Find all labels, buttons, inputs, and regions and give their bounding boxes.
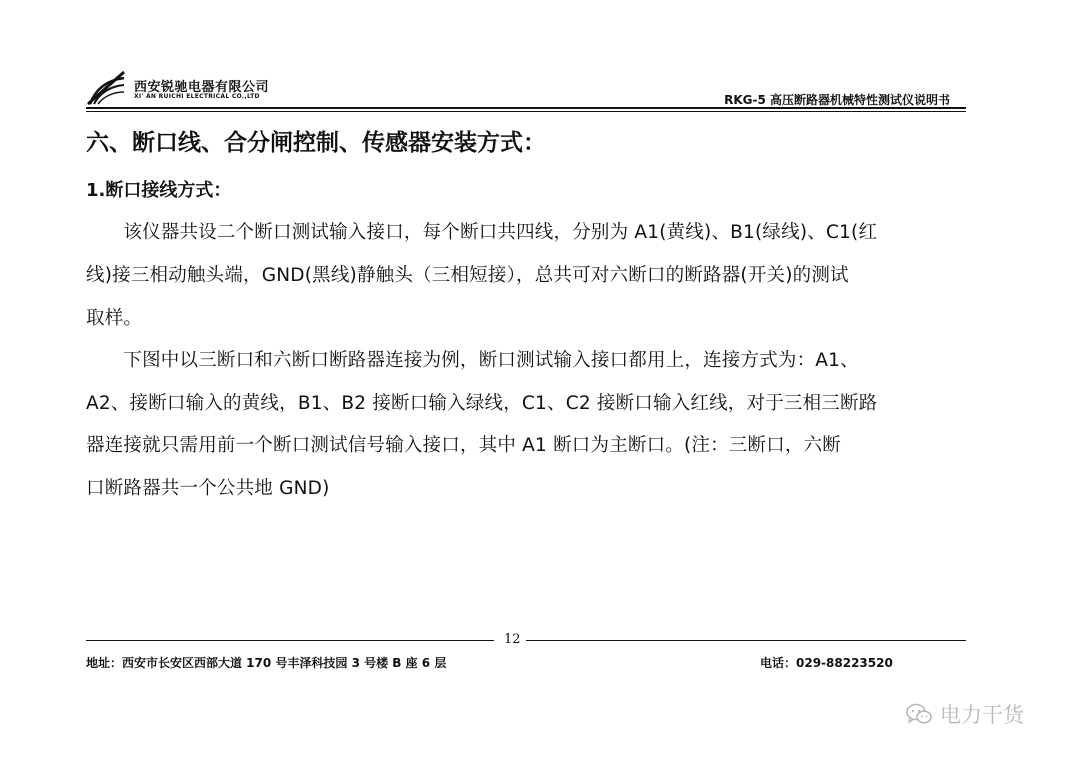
watermark-text: 电力干货	[940, 703, 1024, 727]
footer-address: 地址：西安市长安区西部大道 170 号丰泽科技园 3 号楼 B 座 6 层	[86, 656, 447, 670]
company-name-en: XI' AN RUICHI ELECTRICAL CO.,LTD	[134, 93, 260, 100]
header-divider-thin	[86, 111, 966, 112]
page-number: 12	[504, 632, 521, 647]
paragraph-line: 下图中以三断口和六断口断路器连接为例，断口测试输入接口都用上，连接方式为：A1、	[86, 350, 859, 371]
header-divider	[86, 107, 966, 109]
document-title: RKG-5 高压断路器机械特性测试仪说明书	[724, 93, 950, 107]
paragraph-line: 器连接就只需用前一个断口测试信号输入接口，其中 A1 断口为主断口。(注：三断口，六断	[86, 435, 842, 456]
paragraph-line: 线)接三相动触头端，GND(黑线)静触头（三相短接），总共可对六断口的断路器(开关)的测试	[86, 265, 849, 286]
footer-divider-left	[86, 640, 494, 641]
paragraph-line: 该仪器共设二个断口测试输入接口，每个断口共四线，分别为 A1(黄线)、B1(绿线)、C1(红	[86, 222, 878, 243]
footer-divider-right	[526, 640, 966, 641]
section-title: 六、断口线、合分闸控制、传感器安装方式：	[86, 130, 546, 156]
footer-phone: 电话：029-88223520	[760, 656, 893, 670]
paragraph-line: 口断路器共一个公共地 GND)	[86, 478, 330, 499]
wechat-icon	[905, 702, 933, 726]
company-logo	[86, 70, 126, 106]
paragraph-line: A2、接断口输入的黄线，B1、B2 接断口输入绿线，C1、C2 接断口输入红线，对于三相三断路	[86, 393, 878, 414]
paragraph-line: 取样。	[86, 308, 143, 329]
subsection-title: 1.断口接线方式：	[86, 180, 232, 201]
company-name: 西安锐驰电器有限公司	[134, 80, 270, 95]
